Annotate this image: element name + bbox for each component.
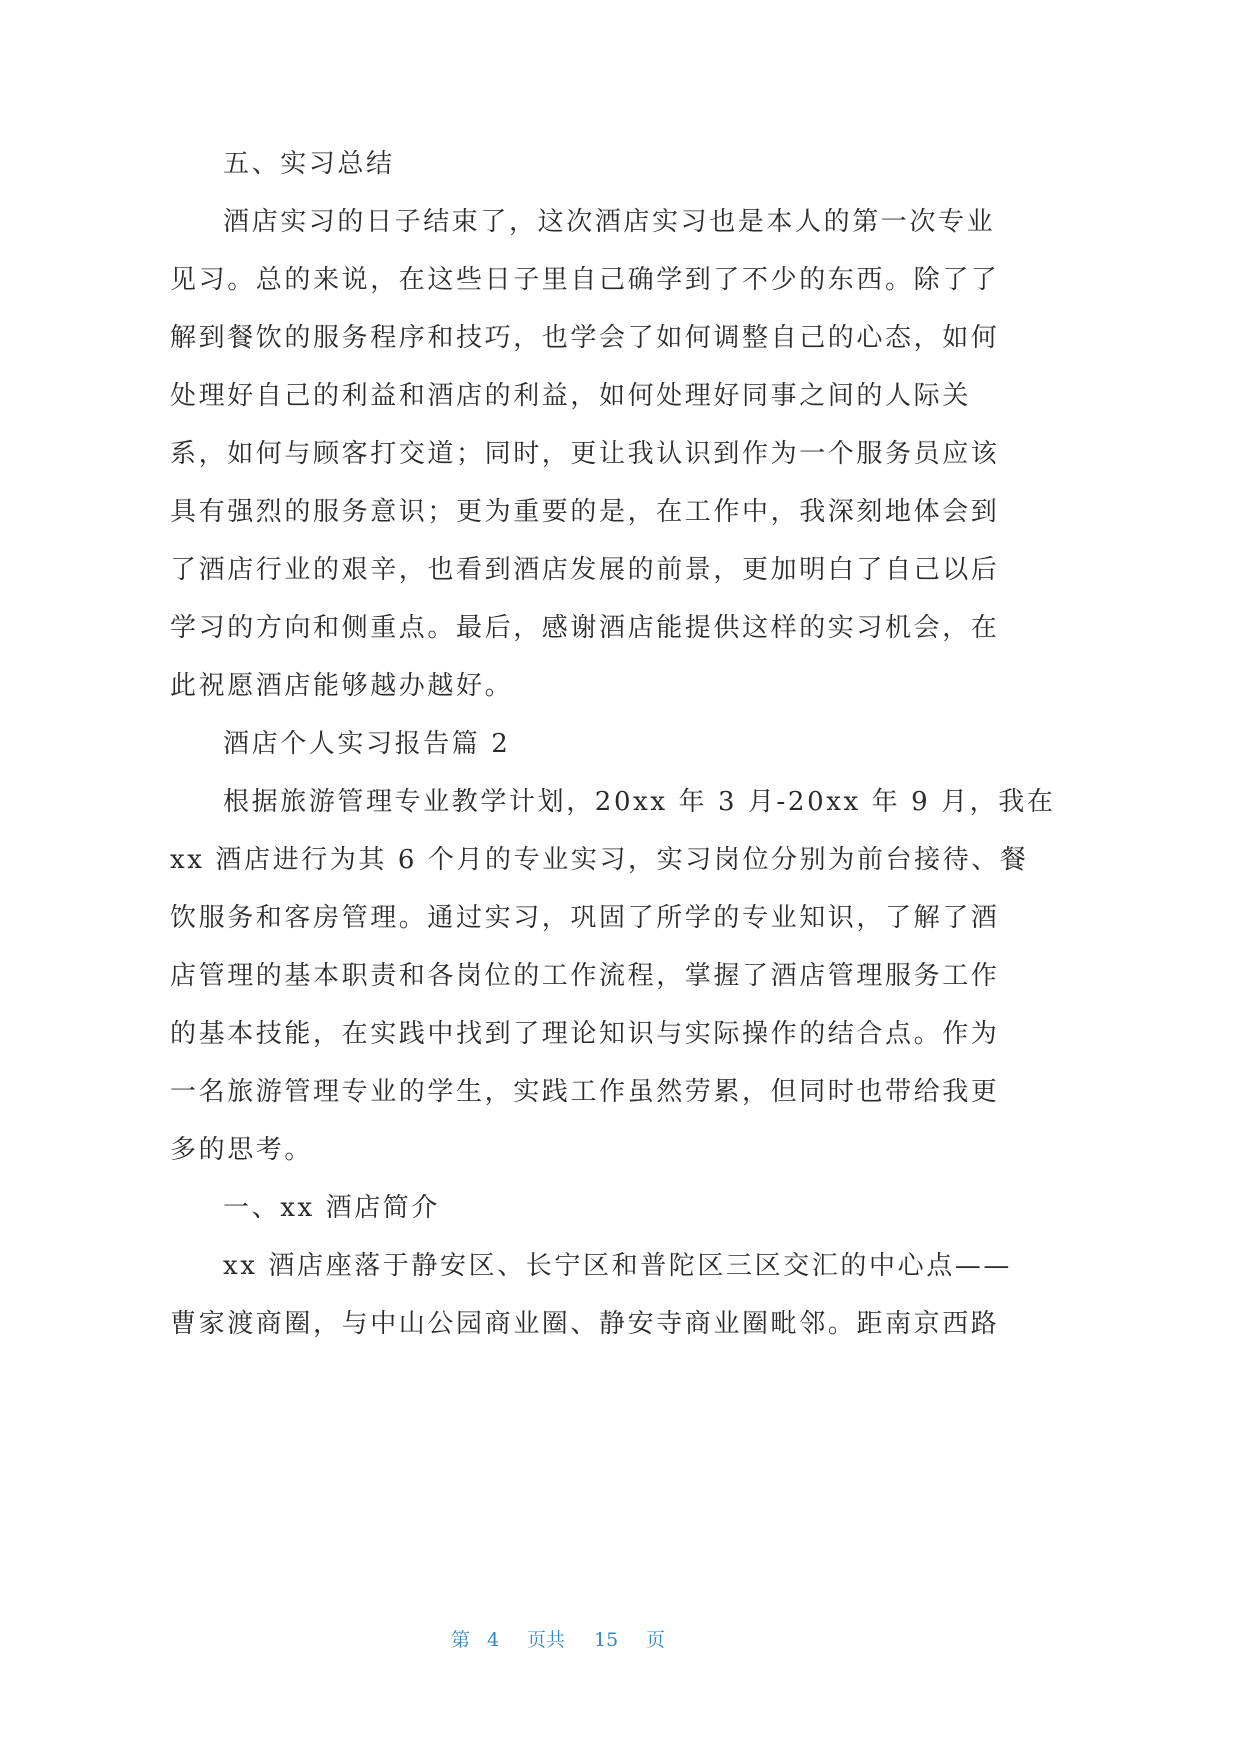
section-heading: 一、xx 酒店简介 xyxy=(223,1193,440,1223)
paragraph-line: 了酒店行业的艰辛，也看到酒店发展的前景，更加明白了自己以后 xyxy=(170,555,1000,585)
paragraph-line: 处理好自己的利益和酒店的利益，如何处理好同事之间的人际关 xyxy=(170,381,971,411)
paragraph-line: 店管理的基本职责和各岗位的工作流程，掌握了酒店管理服务工作 xyxy=(170,961,1000,991)
footer-total-pages: 15 xyxy=(594,1629,619,1651)
paragraph-line: xx 酒店座落于静安区、长宁区和普陀区三区交汇的中心点—— xyxy=(223,1251,1012,1281)
paragraph-line: 学习的方向和侧重点。最后，感谢酒店能提供这样的实习机会，在 xyxy=(170,613,1000,643)
footer-label-di: 第 xyxy=(451,1629,471,1651)
section-heading: 五、实习总结 xyxy=(223,149,395,179)
paragraph-line: 一名旅游管理专业的学生，实践工作虽然劳累，但同时也带给我更 xyxy=(170,1077,1000,1107)
paragraph-line: 多的思考。 xyxy=(170,1135,314,1165)
paragraph-line: 此祝愿酒店能够越办越好。 xyxy=(170,671,514,701)
paragraph-line: 具有强烈的服务意识；更为重要的是，在工作中，我深刻地体会到 xyxy=(170,497,1000,527)
paragraph-line: 见习。总的来说，在这些日子里自己确学到了不少的东西。除了了 xyxy=(170,265,1000,295)
paragraph-line: 系，如何与顾客打交道；同时，更让我认识到作为一个服务员应该 xyxy=(170,439,1000,469)
footer-current-page: 4 xyxy=(487,1629,500,1651)
paragraph-line: 饮服务和客房管理。通过实习，巩固了所学的专业知识，了解了酒 xyxy=(170,903,1000,933)
footer-label-ye: 页 xyxy=(646,1629,666,1651)
paragraph-line: xx 酒店进行为其 6 个月的专业实习，实习岗位分别为前台接待、餐 xyxy=(170,845,1029,875)
report-title: 酒店个人实习报告篇 2 xyxy=(223,729,511,759)
page-footer xyxy=(0,1626,1241,1654)
paragraph-line: 解到餐饮的服务程序和技巧，也学会了如何调整自己的心态，如何 xyxy=(170,323,1000,353)
paragraph-line: 根据旅游管理专业教学计划，20xx 年 3 月-20xx 年 9 月，我在 xyxy=(223,787,1056,817)
paragraph-line: 的基本技能，在实践中找到了理论知识与实际操作的结合点。作为 xyxy=(170,1019,1000,1049)
footer-label-ye-gong: 页共 xyxy=(527,1629,566,1651)
paragraph-line: 酒店实习的日子结束了，这次酒店实习也是本人的第一次专业 xyxy=(223,207,996,237)
paragraph-line: 曹家渡商圈，与中山公园商业圈、静安寺商业圈毗邻。距南京西路 xyxy=(170,1309,1000,1339)
